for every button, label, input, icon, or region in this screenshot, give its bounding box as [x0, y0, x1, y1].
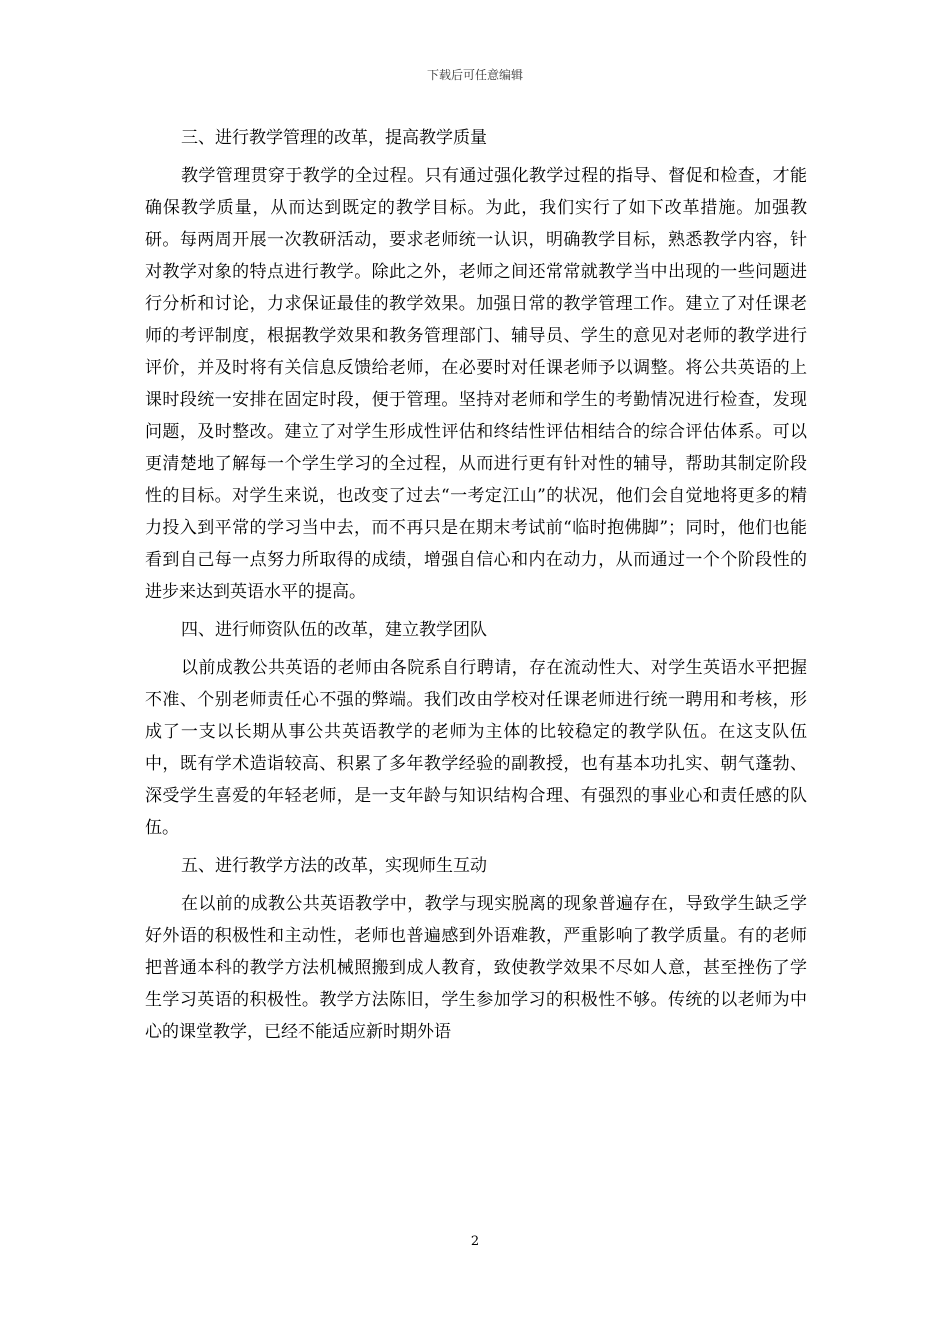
section-paragraph-5: 在以前的成教公共英语教学中，教学与现实脱离的现象普遍存在，导致学生缺乏学好外语的积极性和主动性，老师也普遍感到外语难教，严重影响了教学质量。有的老师把普通本科的教学方法机械照搬到成人教育，致使教学效果不尽如人意，甚至挫伤了学生学习英语的积极性。教学方法陈旧，学生参加学习的积极性不够。传统的以老师为中心的课堂教学，已经不能适应新时期外语	[145, 894, 807, 1042]
section-heading-4: 四、进行师资队伍的改革，建立教学团队	[181, 620, 487, 640]
section-heading-3: 三、进行教学管理的改革，提高教学质量	[181, 128, 487, 148]
header-note: 下载后可任意编辑	[426, 68, 523, 82]
section-paragraph-3: 教学管理贯穿于教学的全过程。只有通过强化教学过程的指导、督促和检查，才能确保教学质量，从而达到既定的教学目标。为此，我们实行了如下改革措施。加强教研。每两周开展一次教研活动，要求老师统一认识，明确教学目标，熟悉教学内容，针对教学对象的特点进行教学。除此之外，老师之间还常常就教学当中出现的一些问题进行分析和讨论，力求保证最佳的教学效果。加强日常的教学管理工作。建立了对任课老师的考评制度，根据教学效果和教务管理部门、辅导员、学生的意见对老师的教学进行评价，并及时将有关信息反馈给老师，在必要时对任课老师予以调整。将公共英语的上课时段统一安排在固定时段，便于管理。坚持对老师和学生的考勤情况进行检查，发现问题，及时整改。建立了对学生形成性评估和终结性评估相结合的综合评估体系。可以更清楚地了解每一个学生学习的全过程，从而进行更有针对性的辅导，帮助其制定阶段性的目标。对学生来说，也改变了过去“一考定江山”的状况，他们会自觉地将更多的精力投入到平常的学习当中去，而不再只是在期末考试前“临时抱佛脚”；同时，他们也能看到自己每一点努力所取得的成绩，增强自信心和内在动力，从而通过一个个阶段性的进步来达到英语水平的提高。	[145, 166, 807, 602]
section-paragraph-4: 以前成教公共英语的老师由各院系自行聘请，存在流动性大、对学生英语水平把握不准、个别老师责任心不强的弊端。我们改由学校对任课老师进行统一聘用和考核，形成了一支以长期从事公共英语教学的老师为主体的比较稳定的教学队伍。在这支队伍中，既有学术造诣较高、积累了多年教学经验的副教授，也有基本功扎实、朝气蓬勃、深受学生喜爱的年轻老师，是一支年龄与知识结构合理、有强烈的事业心和责任感的队伍。	[145, 658, 807, 838]
document-body	[145, 122, 807, 1048]
page-number: 2	[470, 1234, 480, 1249]
section-heading-5: 五、进行教学方法的改革，实现师生互动	[181, 856, 487, 876]
